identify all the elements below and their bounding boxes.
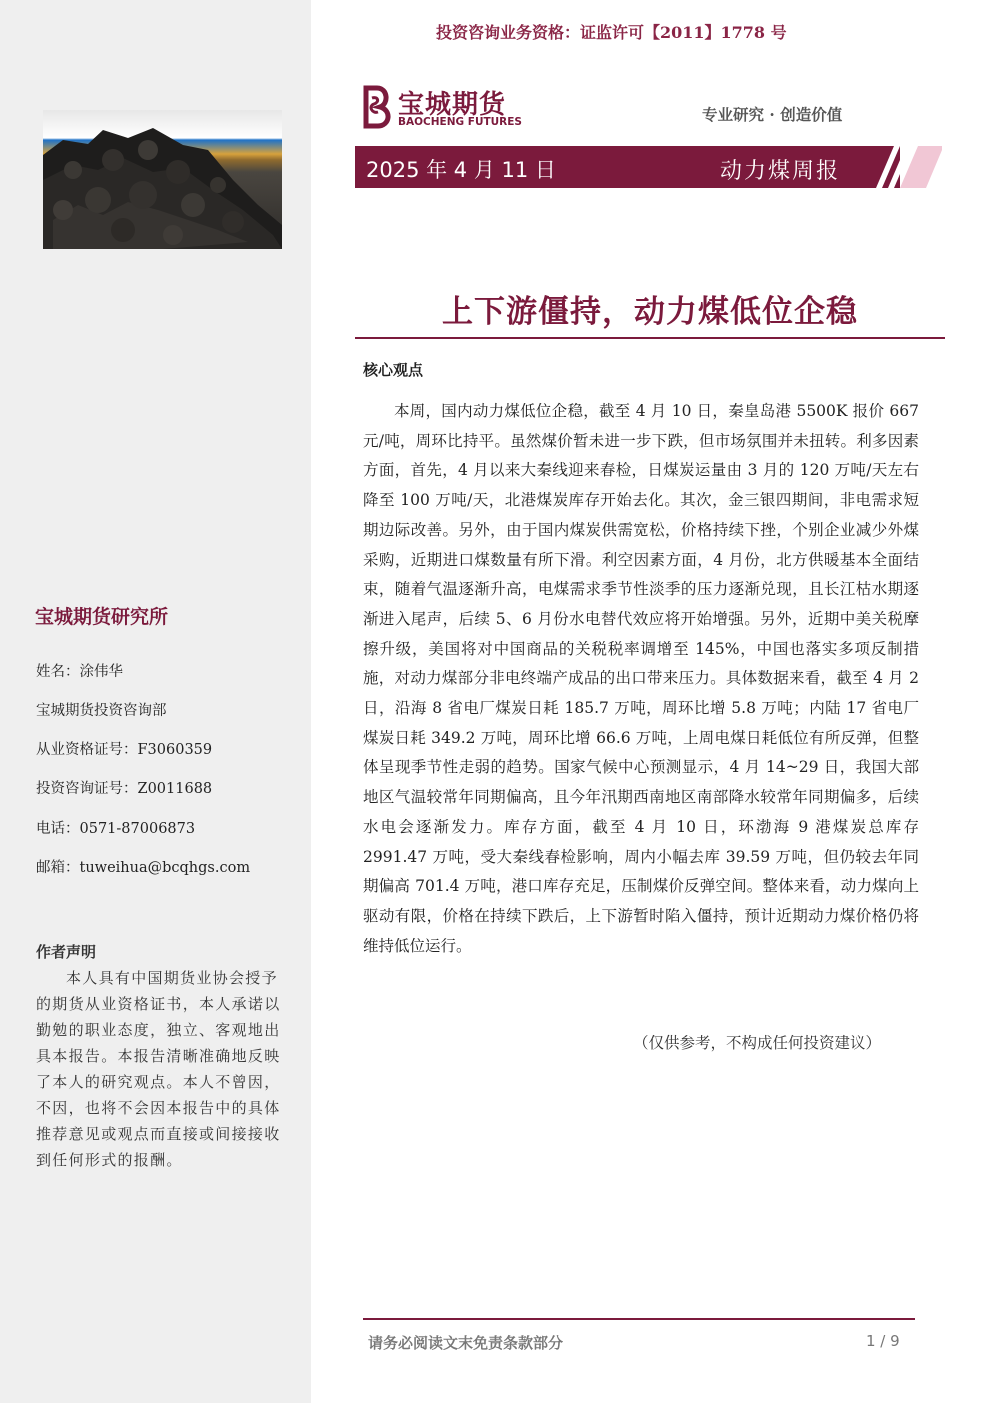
core-view-body: 本周，国内动力煤低位企稳，截至 4 月 10 日，秦皇岛港 5500K 报价 667 元/吨，周环比持平。虽然煤价暂未进一步下跌，但市场氛围并未扭转。利多因素方面，首先，4 月以来大秦线迎来春检，日煤炭运量由 3 月的 120 万吨/天左右降至 100 万吨/天，北港煤炭库存开始去化。其次，金三银四期间，非电需求短期边际改善。另外，由于国内煤炭供需宽松，价格持续下挫，个别企业减少外煤采购，近期进口煤数量有所下滑。利空因素方面，4 月份，北方供暖基本全面结束，随着气温逐渐升高，电煤需求季节性淡季的压力逐渐兑现，且长江枯水期逐渐进入尾声，后续 5、6 月份水电替代效应将开始增强。另外，近期中美关税摩擦升级，美国将对中国商品的关税税率调增至 145%，中国也落实多项反制措施，对动力煤部分非电终端产成品的出口带来压力。具体数据来看，截至 4 月 2 日，沿海 8 省电厂煤炭日耗 185.7 万吨，周环比增 5.8 万吨；内陆 17 省电厂煤炭日耗 349.2 万吨，周环比增 66.6 万吨，上周电煤日耗低位有所反弹，但整体呈现季节性走弱的趋势。国家气候中心预测显示，4 月 14~29 日，我国大部地区气温较常年同期偏高，且今年汛期西南地区南部降水较常年同期偏多，后续水电会逐渐发力。库存方面，截至 4 月 10 日，环渤海 9 港煤炭总库存 2991.47 万吨，受大秦线春检影响，周内小幅去库 39.59 万吨，但仍较去年同期偏高 701.4 万吨，港口库存充足，压制煤价反弹空间。整体来看，动力煤向上驱动有限，价格在持续下跌后，上下游暂时陷入僵持，预计近期动力煤价格仍将维持低位运行。 — [363, 402, 919, 955]
brand-name-en: BAOCHENG FUTURES — [398, 116, 522, 128]
brand-mark-icon — [358, 84, 394, 130]
phone-number: 电话：0571-87006873 — [36, 821, 196, 837]
declaration-title: 作者声明 — [36, 943, 97, 961]
brand-name-cn: 宝城期货 — [398, 90, 507, 120]
reference-note: （仅供参考，不构成任何投资建议） — [633, 1034, 882, 1052]
footer-disclaimer: 请务必阅读文末免责条款部分 — [368, 1334, 564, 1352]
institute-name: 宝城期货研究所 — [35, 606, 169, 628]
banner-stripes-icon — [858, 146, 942, 188]
headline-divider — [355, 337, 945, 339]
page-number: 1 / 9 — [866, 1332, 900, 1350]
author-name: 姓名：涂伟华 — [36, 664, 123, 680]
core-view-title: 核心观点 — [363, 361, 424, 379]
slogan: 专业研究 · 创造价值 — [702, 105, 843, 124]
brand-logo — [358, 84, 528, 132]
report-date: 2025 年 4 月 11 日 — [366, 158, 556, 182]
coal-photo — [43, 110, 282, 249]
qualification-number: 从业资格证号：F3060359 — [36, 742, 213, 758]
headline: 上下游僵持，动力煤低位企稳 — [442, 294, 858, 330]
author-department: 宝城期货投资咨询部 — [36, 703, 167, 719]
report-type: 动力煤周报 — [720, 159, 841, 184]
footer-divider — [363, 1318, 915, 1320]
consulting-number: 投资咨询证号：Z0011688 — [36, 781, 213, 797]
email-address[interactable]: 邮箱：tuweihua@bcqhgs.com — [36, 860, 251, 876]
declaration-body: 本人具有中国期货业协会授予的期货从业资格证书，本人承诺以勤勉的职业态度，独立、客观地出具本报告。本报告清晰准确地反映了本人的研究观点。本人不曾因，不因，也将不会因本报告中的具体推荐意见或观点而直接或间接接收到任何形式的报酬。 — [36, 969, 281, 1169]
license-statement: 投资咨询业务资格：证监许可【2011】1778 号 — [436, 23, 787, 42]
